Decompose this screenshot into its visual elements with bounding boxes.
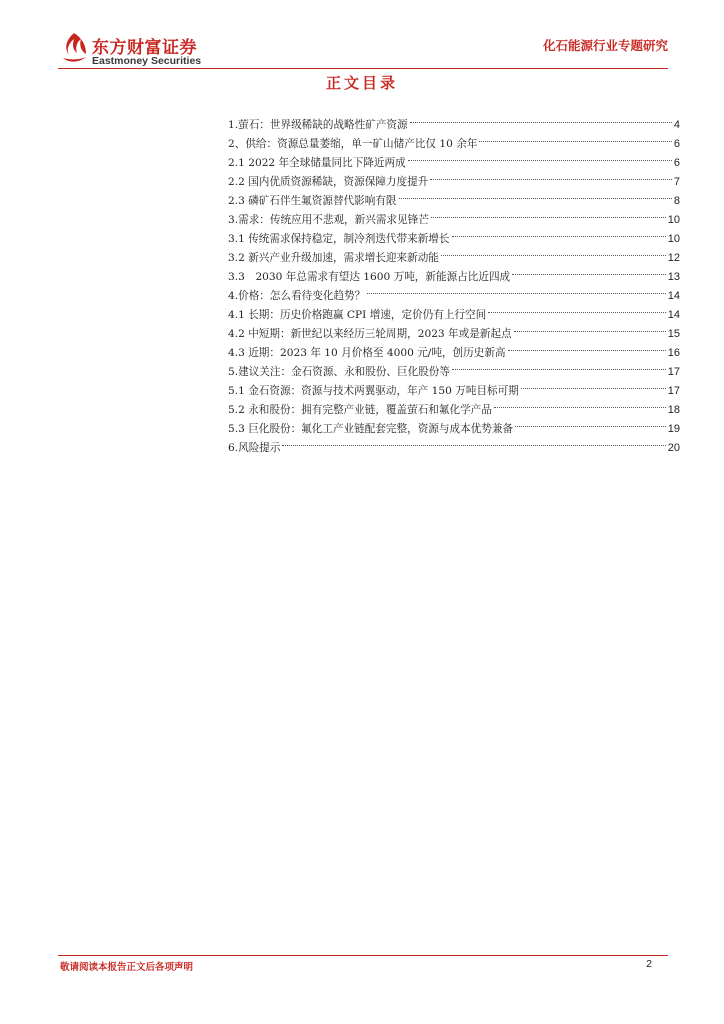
toc-entry-page: 7: [673, 176, 680, 188]
toc-entry-label: 2.2 国内优质资源稀缺，资源保障力度提升: [228, 176, 429, 188]
toc-entry-label: 2.1 2022 年全球储量同比下降近两成: [228, 157, 406, 169]
report-header: [58, 30, 668, 70]
toc-entry-page: 4: [673, 119, 680, 131]
toc-entry-page: 17: [667, 366, 680, 378]
company-logo: [58, 32, 258, 68]
table-of-contents: [228, 108, 680, 454]
footer-divider: [58, 955, 668, 956]
logo-chinese-name: 东方财富证券: [92, 38, 197, 58]
toc-entry-page: 19: [667, 423, 680, 435]
toc-dot-leader: [512, 255, 666, 275]
toc-entry-page: 12: [667, 252, 680, 264]
toc-entry-page: 16: [667, 347, 680, 359]
toc-dot-leader: [521, 369, 666, 389]
toc-entry-page: 14: [667, 309, 680, 321]
toc-entry-page: 10: [667, 233, 680, 245]
report-type-label: 化石能源行业专题研究: [542, 38, 668, 53]
header-divider: [58, 68, 668, 69]
toc-entry-label: 5.1 金石资源：资源与技术两翼驱动，年产 150 万吨目标可期: [228, 385, 519, 397]
toc-entry-label: 3.3 2030 年总需求有望达 1600 万吨，新能源占比近四成: [228, 271, 511, 283]
toc-entry-label: 2.3 磷矿石伴生氟资源替代影响有限: [228, 195, 397, 207]
page-number: 2: [646, 958, 652, 970]
toc-entry-label: 3.需求：传统应用不悲观，新兴需求见锋芒: [228, 214, 429, 226]
toc-entry-page: 6: [673, 138, 680, 150]
toc-dot-leader: [452, 350, 666, 370]
toc-entry-page: 13: [667, 271, 680, 283]
logo-english-name: Eastmoney Securities: [92, 55, 202, 67]
toc-entry-page: 20: [667, 442, 680, 454]
toc-entry-page: 17: [667, 385, 680, 397]
toc-dot-leader: [431, 198, 666, 218]
toc-entry-label: 5.2 永和股份：拥有完整产业链，覆盖萤石和氟化学产品: [228, 404, 492, 416]
toc-entry-label: 5.3 巨化股份：氟化工产业链配套完整，资源与成本优势兼备: [228, 423, 514, 435]
toc-dot-leader: [452, 217, 666, 237]
toc-dot-leader: [488, 293, 666, 313]
toc-entry-page: 18: [667, 404, 680, 416]
toc-entry-label: 4.价格：怎么看待变化趋势？: [228, 290, 366, 302]
toc-dot-leader: [367, 274, 666, 294]
toc-dot-leader: [508, 331, 666, 351]
toc-entry-label: 4.1 长期：历史价格跑赢 CPI 增速，定价仍有上行空间: [228, 309, 487, 321]
toc-entry-page: 6: [673, 157, 680, 169]
toc-entry-label: 1.萤石：世界级稀缺的战略性矿产资源: [228, 119, 408, 131]
toc-dot-leader: [408, 141, 672, 161]
toc-entry-page: 15: [667, 328, 680, 340]
toc-entry-label: 3.2 新兴产业升级加速，需求增长迎来新动能: [228, 252, 439, 264]
toc-entry-page: 14: [667, 290, 680, 302]
toc-entry-label: 3.1 传统需求保持稳定，制冷剂迭代带来新增长: [228, 233, 450, 245]
toc-entry-label: 2、供给：资源总量萎缩，单一矿山储产比仅 10 余年: [228, 138, 478, 150]
toc-dot-leader: [282, 426, 665, 446]
toc-title: 正文目录: [325, 74, 398, 92]
toc-dot-leader: [479, 122, 671, 142]
toc-entry-label: 4.3 近期：2023 年 10 月价格至 4000 元/吨，创历史新高: [228, 347, 506, 359]
toc-entry-page: 8: [673, 195, 680, 207]
toc-dot-leader: [410, 103, 672, 123]
eastmoney-logo-icon: [60, 32, 88, 64]
toc-entry-label: 4.2 中短期：新世纪以来经历三轮周期，2023 年或是新起点: [228, 328, 512, 340]
toc-dot-leader: [494, 388, 666, 408]
toc-entry-label: 6.风险提示: [228, 442, 281, 454]
toc-dot-leader: [441, 236, 666, 256]
toc-dot-leader: [430, 160, 672, 180]
toc-dot-leader: [514, 312, 666, 332]
toc-dot-leader: [515, 407, 666, 427]
toc-entry-label: 5.建议关注：金石资源、永和股份、巨化股份等: [228, 366, 450, 378]
toc-dot-leader: [399, 179, 672, 199]
disclaimer-note: 敬请阅读本报告正文后各项声明: [60, 962, 194, 973]
toc-entry-page: 10: [667, 214, 680, 226]
toc-entry[interactable]: [228, 431, 680, 454]
